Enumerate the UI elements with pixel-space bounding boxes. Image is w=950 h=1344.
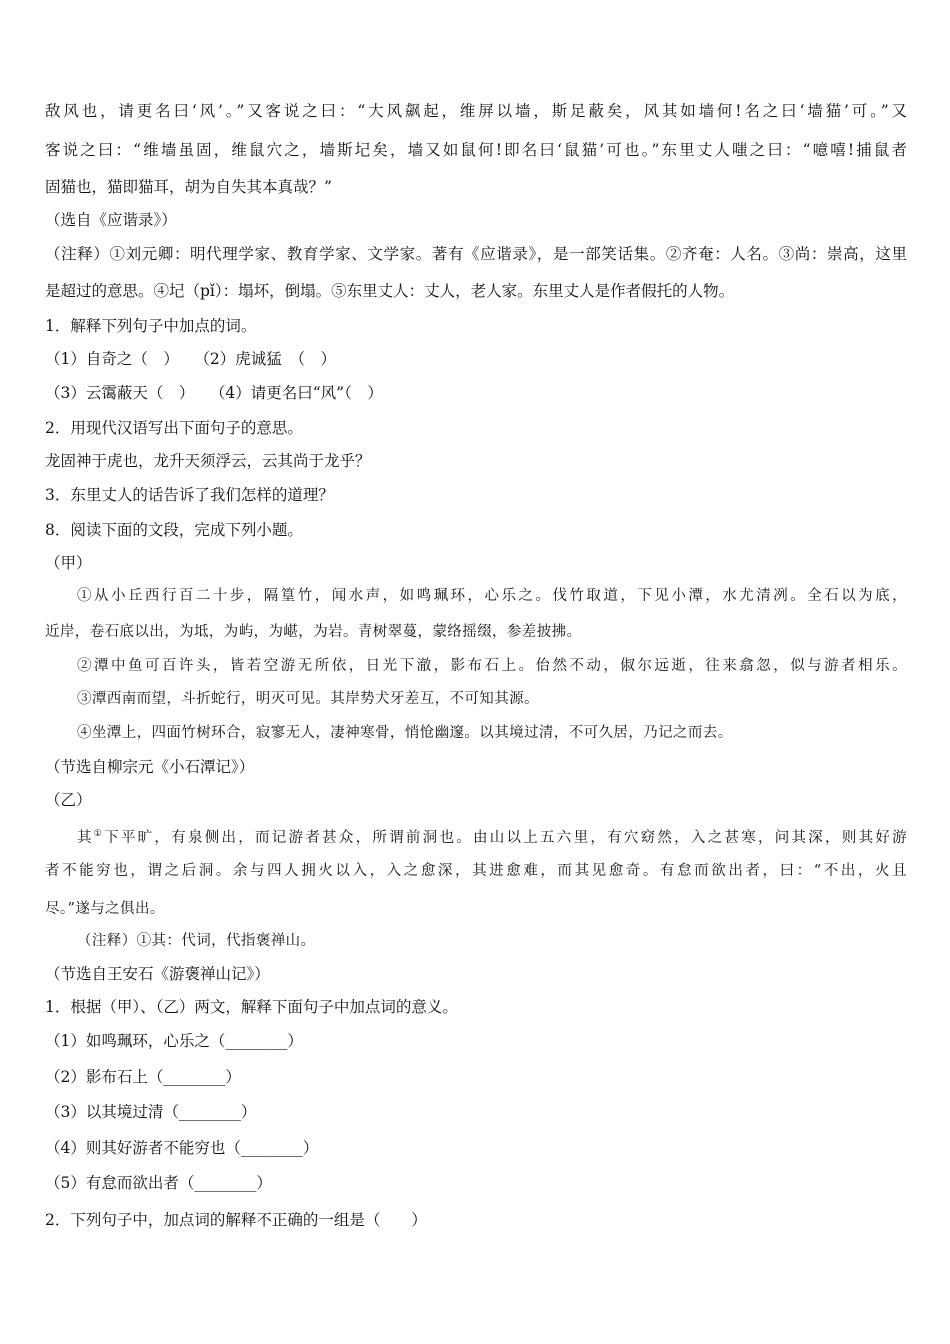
passage-jia-source: （节选自柳宗元《小石潭记》） [45,758,255,776]
passage-yi-line-3: 尽。”遂与之俱出。 [45,901,165,917]
passage-yi-label: （乙） [45,791,92,809]
story-line-3: 固猫也，猫即猫耳，胡为自失其本真哉？” [45,178,332,196]
passage-yi-line-2: 者不能穷也，谓之后洞。余与四人拥火以入，入之愈深，其进愈难，而其见愈奇。有怠而欲出者，曰：“不出，火且 [45,863,907,879]
footnote-marker: ① [93,829,105,839]
passage-jia-p1-line-1: ①从小丘西行百二十步，隔篁竹，闻水声，如鸣珮环，心乐之。伐竹取道，下见小潭，水尤清冽。全石以为底， [77,588,907,604]
passage-yi-source: （节选自王安石《游褒禅山记》） [45,965,270,983]
story-notes-line-2: 是超过的意思。④圮（pǐ）：塌坏，倒塌。⑤东里丈人：丈人，老人家。东里丈人是作者假托的人物。 [45,282,735,300]
passage-yi-line-1 [77,824,907,848]
sub-question-2: 2．下列句子中，加点词的解释不正确的一组是（ ） [45,1211,427,1229]
passage-yi-line-1-rest: 下平旷，有泉侧出，而记游者甚众，所谓前洞也。由山以上五六里，有穴窈然，入之甚寒，问其深，则其好游 [104,829,907,846]
story-line-1: 敌风也，请更名曰‘风’。”又客说之曰：“大风飙起，维屏以墙，斯足蔽矣，风其如墙何!名之曰‘墙猫’可。”又 [45,102,907,120]
sub-question-1-item-2: （2）影布石上（________） [45,1068,241,1086]
passage-jia-p2: ②潭中鱼可百许头，皆若空游无所依，日光下澈，影布石上。佁然不动，俶尔远逝，往来翕忽，似与游者相乐。 [77,658,907,674]
question-2-sentence: 龙固神于虎也，龙升天须浮云，云其尚于龙乎？ [45,452,371,470]
sub-question-1: 1．根据（甲）、（乙）两文，解释下面句子中加点词的意义。 [45,998,458,1016]
sub-question-1-item-1: （1）如鸣珮环，心乐之（________） [45,1032,303,1050]
sub-question-1-item-3: （3）以其境过清（________） [45,1103,257,1121]
question-1: 1．解释下列句子中加点的词。 [45,317,257,335]
passage-yi-line-1-start: 其 [77,829,94,846]
passage-jia-p3: ③潭西南而望，斗折蛇行，明灭可见。其岸势犬牙差互，不可知其源。 [77,691,539,707]
passage-jia-p1-line-2: 近岸，卷石底以出，为坻，为屿，为嵁，为岩。青树翠蔓，蒙络摇缀，参差披拂。 [45,624,582,640]
passage-yi-note: （注释）①其：代词，代指褒禅山。 [77,933,316,949]
question-3: 3．东里丈人的话告诉了我们怎样的道理？ [45,486,334,504]
passage-jia-label: （甲） [45,554,92,572]
sub-question-1-item-5: （5）有怠而欲出者（________） [45,1174,272,1192]
story-source: （选自《应谐录》） [45,211,177,229]
sub-question-1-item-4: （4）则其好游者不能穷也（________） [45,1139,319,1157]
passage-jia-p4: ④坐潭上，四面竹树环合，寂寥无人，凄神寒骨，悄怆幽邃。以其境过清，不可久居，乃记之而去。 [77,725,733,741]
question-1-row-1: （1）自奇之（ ） （2）虎诚猛 （ ） [45,350,336,368]
story-line-2: 客说之曰：“维墙虽固，维鼠穴之，墙斯圮矣，墙又如鼠何!即名曰‘鼠猫’可也。”东里丈人嗤之曰：“噫嘻!捕鼠者 [45,141,907,159]
question-2: 2．用现代汉语写出下面句子的意思。 [45,419,303,437]
story-notes-line-1: （注释）①刘元卿：明代理学家、教育学家、文学家。著有《应谐录》，是一部笑话集。②齐奄：人名。③尚：崇高，这里 [45,245,907,263]
question-8-title: 8．阅读下面的文段，完成下列小题。 [45,521,303,539]
question-1-row-2: （3）云霭蔽天（ ） （4）请更名曰“风”（ ） [45,384,383,402]
